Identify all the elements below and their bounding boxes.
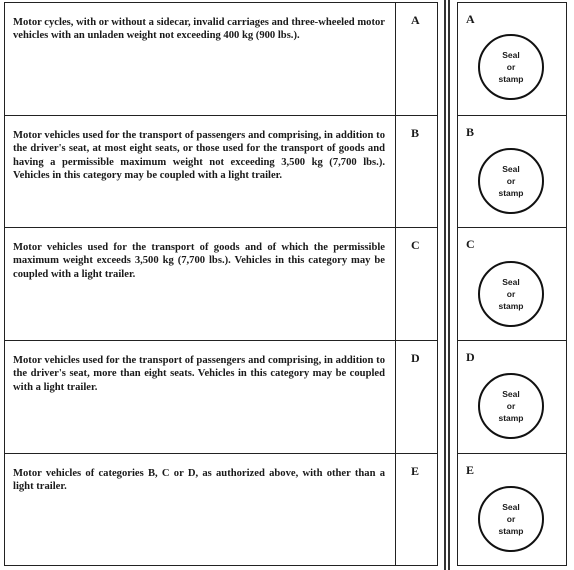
category-row-b [5, 116, 437, 228]
seal-text: or [506, 62, 516, 72]
seal-cell-letter: E [466, 463, 475, 477]
seal-cell-a [458, 3, 566, 116]
category-row-a [5, 3, 437, 116]
seal-stamp-circle [478, 486, 544, 552]
category-row-c [5, 228, 437, 341]
seal-text: Seal [502, 164, 520, 174]
category-description: Motor vehicles of categories B, C or D, as authorized above, with other than a light trailer. [5, 454, 396, 565]
seal-cell-b [458, 116, 566, 228]
seal-text: stamp [498, 74, 524, 84]
category-letter: C [411, 238, 420, 252]
seal-text: Seal [502, 50, 520, 60]
seal-text: or [506, 289, 516, 299]
category-description-table [4, 2, 438, 566]
seal-stamp-circle [478, 261, 544, 327]
category-letter: A [411, 13, 420, 27]
seal-stamp-circle [478, 148, 544, 214]
category-letter: B [411, 126, 420, 140]
seal-cell-letter: C [466, 237, 475, 251]
seal-cell-letter: B [466, 125, 475, 139]
seal-text: stamp [498, 413, 524, 423]
seal-text: stamp [498, 188, 524, 198]
seal-cell-e [458, 454, 566, 565]
category-row-e [5, 454, 437, 565]
seal-text: or [506, 401, 516, 411]
seal-text: stamp [498, 526, 524, 536]
seal-stamp-circle [478, 34, 544, 100]
column-divider [444, 0, 446, 570]
seal-column [457, 2, 567, 566]
category-description: Motor vehicles used for the transport of goods and of which the permissible maximum weight exceeds 3,500 kg (7,700 lbs.). Vehicles in this category may be coupled with a light trailer. [5, 228, 396, 340]
seal-stamp-circle [478, 373, 544, 439]
category-row-d [5, 341, 437, 454]
seal-text: or [506, 514, 516, 524]
seal-text: Seal [502, 277, 520, 287]
seal-text: Seal [502, 389, 520, 399]
seal-cell-c [458, 228, 566, 341]
seal-cell-d [458, 341, 566, 454]
seal-cell-letter: D [466, 350, 475, 364]
category-description: Motor cycles, with or without a sidecar, invalid carriages and three-wheeled motor vehicles with an unladen weight not exceeding 400 kg (900 lbs.). [5, 3, 396, 115]
seal-text: stamp [498, 301, 524, 311]
seal-text: Seal [502, 502, 520, 512]
category-letter: E [411, 464, 420, 478]
category-description: Motor vehicles used for the transport of passengers and comprising, in addition to the driver's seat, more than eight seats. Vehicles in this category may be coupled with a light trailer. [5, 341, 396, 453]
category-description: Motor vehicles used for the transport of passengers and comprising, in addition to the driver's seat, at most eight seats, or those used for the transport of goods and having a permissible maximum weight not exceeding 3,500 kg (7,700 lbs.). Vehicles in this category may be coupled with a light trailer. [5, 116, 396, 227]
seal-text: or [506, 176, 516, 186]
category-letter: D [411, 351, 420, 365]
seal-cell-letter: A [466, 12, 475, 26]
column-divider [448, 0, 450, 570]
